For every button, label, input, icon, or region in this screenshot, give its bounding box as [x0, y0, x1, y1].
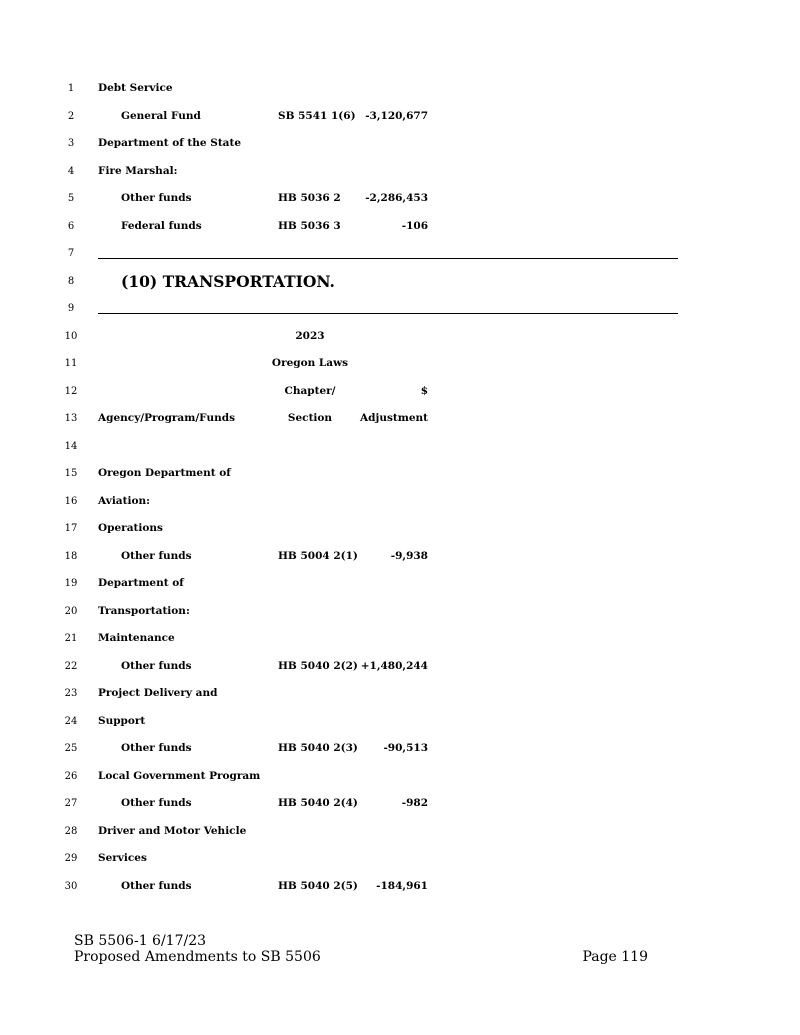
document-line — [0, 543, 800, 571]
document-line — [0, 790, 800, 818]
chapter-section-cell: HB 5040 2(3) — [278, 742, 358, 754]
document-body — [0, 75, 800, 900]
document-line — [0, 680, 800, 708]
agency-program-cell: Other funds — [121, 192, 192, 204]
section-heading: (10) TRANSPORTATION. — [121, 271, 335, 291]
line-number: 28 — [64, 825, 78, 837]
column-header-adjustment: $ — [420, 384, 428, 397]
column-header-section: Section — [287, 412, 333, 424]
line-number: 16 — [64, 495, 78, 507]
document-line — [0, 598, 800, 626]
chapter-section-cell: SB 5541 1(6) — [278, 109, 356, 122]
line-number: 12 — [64, 385, 78, 397]
agency-program-cell: Fire Marshal: — [98, 164, 178, 177]
line-number: 14 — [64, 440, 78, 452]
agency-program-cell: Services — [98, 852, 147, 864]
agency-program-cell: Department of the State — [98, 137, 242, 149]
line-number: 18 — [64, 550, 78, 562]
agency-program-cell: Federal funds — [121, 219, 202, 232]
adjustment-cell: -9,938 — [390, 549, 428, 562]
chapter-section-cell: HB 5040 2(2) — [278, 659, 358, 672]
line-number: 24 — [64, 715, 78, 727]
column-header-section: Oregon Laws — [271, 357, 349, 369]
agency-program-cell: Aviation: — [98, 494, 150, 507]
agency-program-cell: Other funds — [121, 742, 192, 754]
document-line — [0, 845, 800, 873]
document-line — [0, 240, 800, 268]
line-number: 20 — [64, 605, 78, 617]
agency-program-cell: Debt Service — [98, 82, 173, 94]
adjustment-cell: -90,513 — [383, 742, 428, 754]
line-number: 26 — [64, 770, 78, 782]
footer-description: Proposed Amendments to SB 5506 — [74, 949, 321, 965]
adjustment-cell: -184,961 — [376, 879, 428, 892]
agency-program-cell: Maintenance — [98, 632, 175, 644]
line-number: 9 — [67, 303, 75, 314]
document-line — [0, 405, 800, 433]
line-number: 7 — [67, 248, 75, 259]
line-number: 27 — [64, 798, 78, 809]
agency-program-cell: Local Government Program — [98, 769, 261, 782]
adjustment-cell: -982 — [401, 797, 428, 809]
document-line — [0, 213, 800, 241]
line-number: 11 — [64, 358, 78, 369]
line-number: 30 — [64, 880, 78, 892]
page-number: Page 119 — [582, 949, 648, 965]
document-line — [0, 378, 800, 406]
line-number: 22 — [64, 660, 78, 672]
horizontal-rule — [98, 313, 678, 314]
document-line — [0, 735, 800, 763]
document-line — [0, 873, 800, 901]
agency-program-cell: Other funds — [121, 879, 192, 892]
document-line — [0, 515, 800, 543]
chapter-section-cell: HB 5040 2(5) — [278, 879, 358, 892]
chapter-section-cell: HB 5036 2 — [278, 192, 341, 204]
line-number: 5 — [67, 193, 75, 204]
line-number: 1 — [67, 83, 75, 94]
line-number: 15 — [64, 468, 78, 479]
document-line — [0, 75, 800, 103]
chapter-section-cell: HB 5040 2(4) — [278, 797, 358, 809]
adjustment-cell: -106 — [401, 219, 428, 232]
column-header-section: 2023 — [295, 329, 325, 342]
document-line — [0, 460, 800, 488]
document-line — [0, 323, 800, 351]
line-number: 3 — [67, 138, 75, 149]
document-line — [0, 350, 800, 378]
document-line — [0, 818, 800, 846]
agency-program-cell: Driver and Motor Vehicle — [98, 824, 247, 837]
column-header-section: Chapter/ — [284, 384, 336, 397]
agency-program-cell: Support — [98, 714, 146, 727]
page-footer — [74, 933, 654, 965]
document-line — [0, 130, 800, 158]
adjustment-cell: -3,120,677 — [365, 109, 428, 122]
line-number: 25 — [64, 743, 78, 754]
line-number: 8 — [67, 275, 75, 287]
agency-program-cell: Other funds — [121, 797, 192, 809]
document-line — [0, 103, 800, 131]
line-number: 13 — [64, 413, 78, 424]
line-number: 2 — [67, 110, 75, 122]
agency-program-cell: Department of — [98, 577, 184, 589]
chapter-section-cell: HB 5004 2(1) — [278, 549, 358, 562]
footer-doc-id: SB 5506-1 6/17/23 — [74, 933, 207, 949]
agency-program-cell: Other funds — [121, 659, 192, 672]
agency-program-cell: Oregon Department of — [98, 467, 231, 479]
adjustment-cell: +1,480,244 — [360, 659, 428, 672]
document-line — [0, 570, 800, 598]
line-number: 23 — [64, 688, 78, 699]
document-line — [0, 295, 800, 323]
line-number: 10 — [64, 330, 78, 342]
document-line — [0, 433, 800, 461]
line-number: 17 — [64, 523, 78, 534]
horizontal-rule — [98, 258, 678, 259]
column-header-adjustment: Adjustment — [360, 412, 428, 424]
line-number: 19 — [64, 578, 78, 589]
document-line — [0, 488, 800, 516]
agency-program-cell: Project Delivery and — [98, 687, 218, 699]
document-line — [0, 625, 800, 653]
agency-program-cell: Other funds — [121, 549, 192, 562]
document-line — [0, 158, 800, 186]
line-number: 29 — [64, 853, 78, 864]
column-header-agency: Agency/Program/Funds — [98, 412, 235, 424]
adjustment-cell: -2,286,453 — [365, 192, 428, 204]
agency-program-cell: Transportation: — [98, 604, 190, 617]
line-number: 4 — [67, 165, 75, 177]
line-number: 6 — [67, 220, 75, 232]
chapter-section-cell: HB 5036 3 — [278, 219, 341, 232]
line-number: 21 — [64, 633, 78, 644]
document-line — [0, 763, 800, 791]
agency-program-cell: General Fund — [121, 109, 201, 122]
agency-program-cell: Operations — [98, 522, 163, 534]
document-line — [0, 653, 800, 681]
document-line — [0, 268, 800, 296]
document-line — [0, 185, 800, 213]
document-line — [0, 708, 800, 736]
